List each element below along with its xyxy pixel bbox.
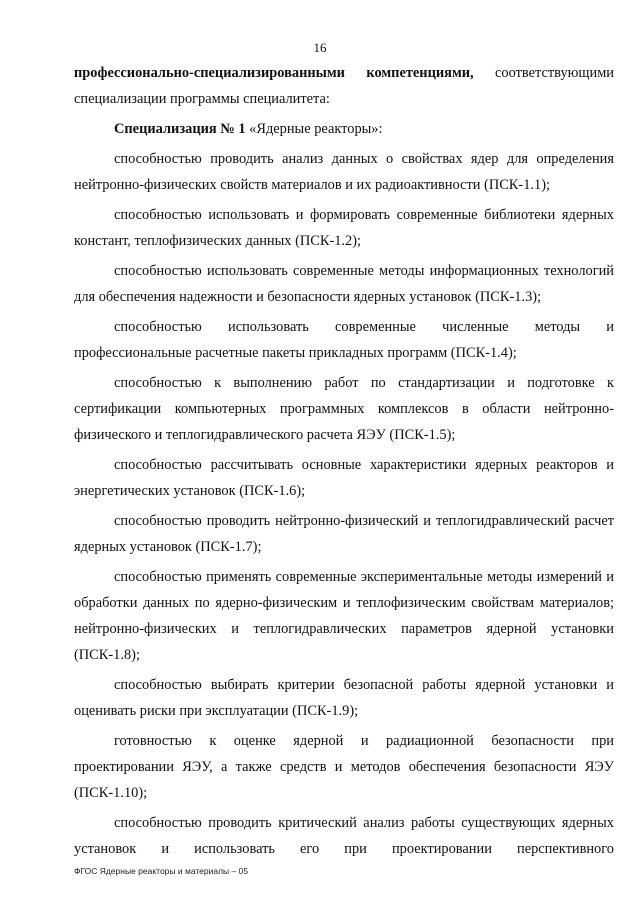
competency-item: способностью применять современные экспериментальные методы измерений и обработки данных по ядерно-физическим и теплофизическим свойствам материалов; нейтронно-физических и теплогидравлических параметров ядерной установки (ПСК-1.8); [74,569,614,663]
competency-item: способностью использовать и формировать современные библиотеки ядерных констант, теплофизических данных (ПСК-1.2); [74,207,614,249]
intro-text: соответствующими специализации программы специалитета: [74,65,614,107]
intro-bold: профессионально-специализированными компетенциями, [74,65,474,81]
competency-item: способностью использовать современные методы информационных технологий для обеспечения надежности и безопасности ядерных установок (ПСК-1.3); [74,263,614,305]
competency-item: способностью выбирать критерии безопасной работы ядерной установки и оценивать риски при эксплуатации (ПСК-1.9); [74,677,614,719]
competency-item: способностью к выполнению работ по стандартизации и подготовке к сертификации компьютерных программных комплексов в области нейтронно-физического и теплогидравлического расчета ЯЭУ (ПСК-1.5); [74,375,614,443]
document-body [74,60,614,866]
competency-item: готовностью к оценке ядерной и радиационной безопасности при проектировании ЯЭУ, а также средств и методов обеспечения безопасности ЯЭУ (ПСК-1.10); [74,733,614,801]
specialization-heading [74,116,614,142]
footer: ФГОС Ядерные реакторы и материалы – 05 [74,866,249,876]
competency-item: способностью проводить критический анализ работы существующих ядерных установок и использовать его при проектировании перспективного [74,815,614,857]
competency-item: способностью использовать современные численные методы и профессиональные расчетные пакеты прикладных программ (ПСК-1.4); [74,319,614,361]
specialization-text: «Ядерные реакторы»: [245,121,383,137]
competency-item: способностью рассчитывать основные характеристики ядерных реакторов и энергетических установок (ПСК-1.6); [74,457,614,499]
page-number: 16 [313,40,327,55]
competency-item: способностью проводить нейтронно-физический и теплогидравлический расчет ядерных установок (ПСК-1.7); [74,513,614,555]
intro-paragraph [74,60,614,112]
specialization-bold: Специализация № 1 [114,121,246,137]
competency-item: способностью проводить анализ данных о свойствах ядер для определения нейтронно-физических свойств материалов и их радиоактивности (ПСК-1.1); [74,151,614,193]
